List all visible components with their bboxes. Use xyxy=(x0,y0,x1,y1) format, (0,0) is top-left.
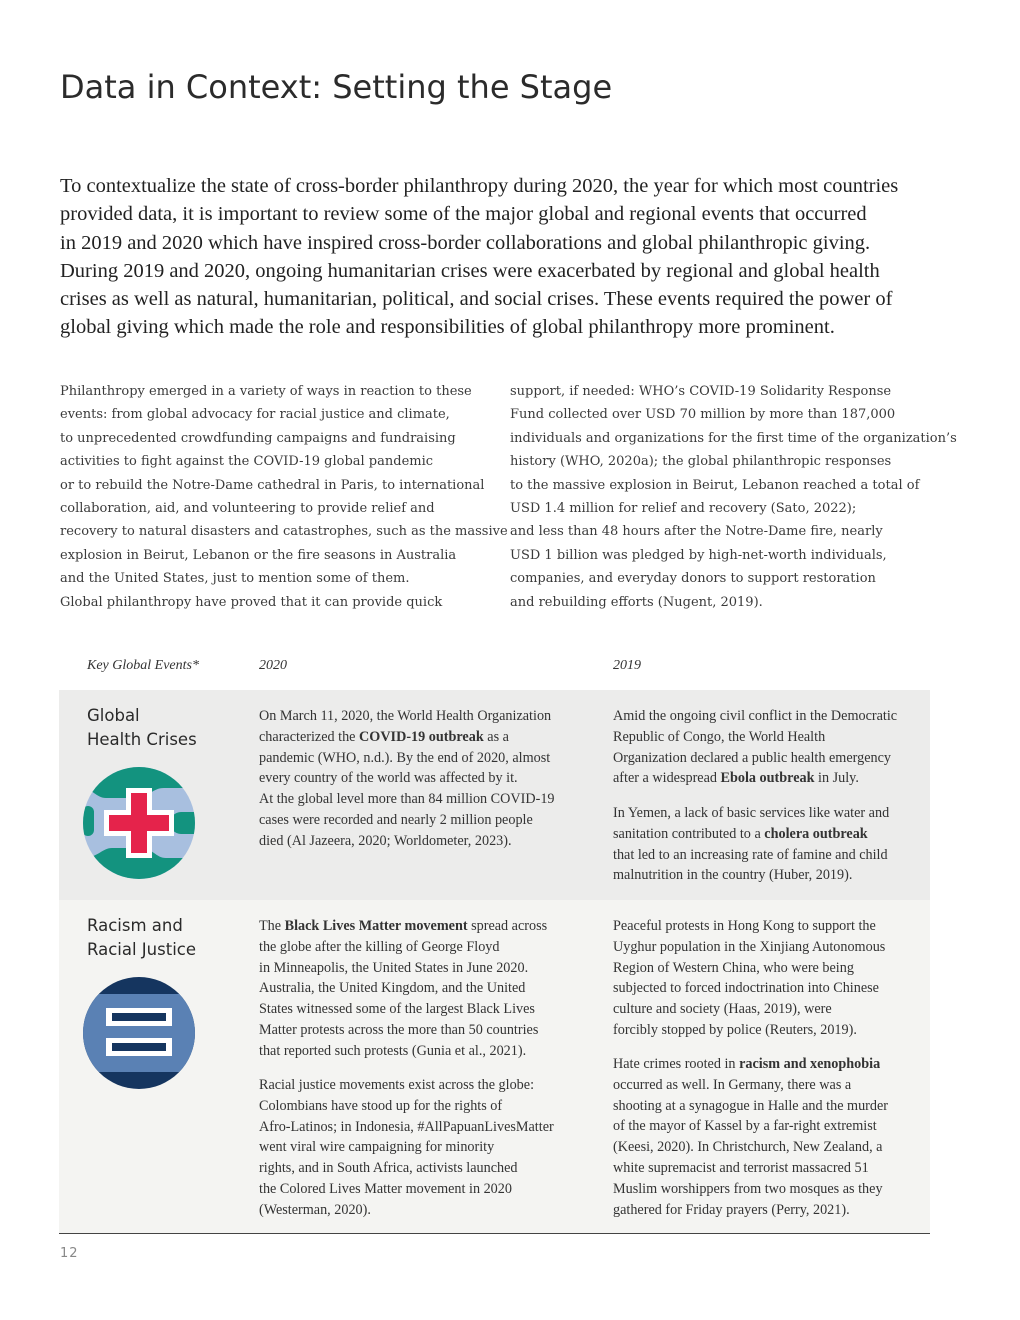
category-line: Racial Justice xyxy=(87,940,197,959)
text-run: characterized the xyxy=(259,728,360,745)
cell-line: Peaceful protests in Hong Kong to support the xyxy=(613,918,876,934)
cell-line xyxy=(613,824,889,845)
body-column-left xyxy=(60,380,508,614)
cell-racism-2020-p1 xyxy=(259,916,547,1062)
text-run: as a xyxy=(483,728,509,745)
cell-line: gathered for Friday prayers (Perry, 2021). xyxy=(613,1201,850,1218)
body-line: Global philanthropy have proved that it can provide quick xyxy=(60,594,443,610)
page-title: Data in Context: Setting the Stage xyxy=(60,68,613,106)
body-line: to unprecedented crowdfunding campaigns and fundraising xyxy=(60,430,456,446)
body-line: and rebuilding efforts (Nugent, 2019). xyxy=(510,594,763,610)
body-line: and less than 48 hours after the Notre-Dame fire, nearly xyxy=(510,524,883,540)
cell-line: Afro-Latinos; in Indonesia, #AllPapuanLivesMatter xyxy=(259,1118,554,1135)
cell-line: in Minneapolis, the United States in June 2020. xyxy=(259,959,529,976)
cell-line: (Keesi, 2020). In Christchurch, New Zealand, a xyxy=(613,1139,883,1156)
cell-line: Amid the ongoing civil conflict in the Democratic xyxy=(613,708,898,724)
cell-line: that reported such protests (Gunia et al., 2021). xyxy=(259,1042,527,1059)
table-row-health xyxy=(59,690,930,900)
category-line: Global xyxy=(87,706,140,725)
lead-line: During 2019 and 2020, ongoing humanitarian crises were exacerbated by regional and global health xyxy=(60,259,880,282)
cell-line: went viral wire campaigning for minority xyxy=(259,1139,495,1156)
cell-line: Republic of Congo, the World Health xyxy=(613,728,826,745)
cell-line: culture and society (Haas, 2019), were xyxy=(613,1001,832,1018)
body-line: and the United States, just to mention some of them. xyxy=(60,571,410,587)
body-line: activities to fight against the COVID-19 global pandemic xyxy=(60,454,434,470)
highlight-black-lives-matter: Black Lives Matter movement xyxy=(284,918,468,934)
body-column-right xyxy=(510,380,957,614)
body-line: USD 1.4 million for relief and recovery (Sato, 2022); xyxy=(510,501,857,517)
cell-health-2019-p1 xyxy=(613,706,897,789)
text-run: Hate crimes rooted in xyxy=(613,1056,740,1072)
cell-racism-2019-p2 xyxy=(613,1054,888,1220)
cell-racism-2019-p1 xyxy=(613,916,885,1041)
cell-health-2020 xyxy=(259,706,555,852)
cell-line xyxy=(613,1054,888,1075)
body-line: to the massive explosion in Beirut, Lebanon reached a total of xyxy=(510,477,920,493)
lead-line: global giving which made the role and responsibilities of global philanthropy more prominent. xyxy=(60,316,835,339)
category-health xyxy=(87,704,197,752)
table-header xyxy=(59,652,930,690)
cell-health-2019-p2 xyxy=(613,803,889,886)
cell-line: Racial justice movements exist across the globe: xyxy=(259,1077,535,1093)
body-line: recovery to natural disasters and catastrophes, such as the massive xyxy=(60,524,508,540)
cell-line: the globe after the killing of George Floyd xyxy=(259,938,500,955)
header-2019: 2019 xyxy=(613,658,641,673)
lead-line: To contextualize the state of cross-border philanthropy during 2020, the year for which most countries xyxy=(60,175,899,197)
category-racism xyxy=(87,914,196,962)
lead-paragraph xyxy=(60,172,940,342)
cell-line: of the mayor of Kassel by a far-right extremist xyxy=(613,1118,877,1135)
medical-cross-icon xyxy=(82,766,196,880)
body-line: history (WHO, 2020a); the global philanthropic responses xyxy=(510,454,892,470)
key-events-table xyxy=(59,652,930,1234)
text-run: spread across xyxy=(467,918,548,934)
lead-line: crises as well as natural, humanitarian, political, and social crises. These events required the power of xyxy=(60,288,893,311)
cell-line: occurred as well. In Germany, there was a xyxy=(613,1076,852,1093)
cell-line: On March 11, 2020, the World Health Organization xyxy=(259,708,552,724)
cell-line: subjected to forced indoctrination into Chinese xyxy=(613,980,879,997)
body-line: individuals and organizations for the first time of the organization’s xyxy=(510,430,957,446)
lead-line: in 2019 and 2020 which have inspired cross-border collaborations and global philanthropic giving. xyxy=(60,231,871,254)
cell-line: rights, and in South Africa, activists launched xyxy=(259,1160,518,1177)
cell-line: died (Al Jazeera, 2020; Worldometer, 2023). xyxy=(259,832,512,849)
highlight-ebola-outbreak: Ebola outbreak xyxy=(720,770,815,787)
text-run: in July. xyxy=(814,770,859,787)
body-line: or to rebuild the Notre-Dame cathedral in Paris, to international xyxy=(60,477,485,493)
cell-line: Region of Western China, who were being xyxy=(613,959,854,976)
cell-line xyxy=(259,916,547,937)
cell-line: Matter protests across the more than 50 countries xyxy=(259,1021,539,1038)
cell-line: every country of the world was affected by it. xyxy=(259,770,518,787)
cell-line: Muslim worshippers from two mosques as they xyxy=(613,1180,883,1197)
category-line: Racism and xyxy=(87,916,183,935)
body-line: Fund collected over USD 70 million by more than 187,000 xyxy=(510,407,896,423)
cell-line: Uyghur population in the Xinjiang Autonomous xyxy=(613,938,886,955)
highlight-cholera-outbreak: cholera outbreak xyxy=(764,825,868,842)
cell-line: pandemic (WHO, n.d.). By the end of 2020, almost xyxy=(259,749,551,766)
cell-racism-2020-p2 xyxy=(259,1075,554,1221)
lead-line: provided data, it is important to review some of the major global and regional events that occurred xyxy=(60,203,867,226)
table-row-racism xyxy=(59,900,930,1234)
text-run: The xyxy=(259,918,285,934)
highlight-covid-outbreak: COVID-19 outbreak xyxy=(359,728,484,745)
cell-line: malnutrition in the country (Huber, 2019). xyxy=(613,867,853,884)
body-line: events: from global advocacy for racial justice and climate, xyxy=(60,407,450,423)
body-line: explosion in Beirut, Lebanon or the fire seasons in Australia xyxy=(60,547,457,563)
cell-line: States witnessed some of the largest Black Lives xyxy=(259,1001,535,1018)
cell-line: that led to an increasing rate of famine and child xyxy=(613,846,888,863)
cell-line: the Colored Lives Matter movement in 2020 xyxy=(259,1180,512,1197)
body-line: support, if needed: WHO’s COVID-19 Solidarity Response xyxy=(510,384,892,399)
body-line: Philanthropy emerged in a variety of ways in reaction to these xyxy=(60,384,472,399)
cell-line: shooting at a synagogue in Halle and the murder xyxy=(613,1097,889,1114)
equality-icon xyxy=(82,976,196,1090)
header-key-events: Key Global Events* xyxy=(87,658,199,673)
cell-line: white supremacist and terrorist massacred 51 xyxy=(613,1159,869,1176)
body-line: companies, and everyday donors to support restoration xyxy=(510,571,876,587)
highlight-racism-xenophobia: racism and xenophobia xyxy=(739,1056,881,1072)
cell-line: (Westerman, 2020). xyxy=(259,1201,371,1218)
cell-line xyxy=(613,768,897,789)
page-number: 12 xyxy=(60,1246,79,1261)
body-line: collaboration, aid, and volunteering to provide relief and xyxy=(60,501,435,517)
cell-line: Organization declared a public health emergency xyxy=(613,749,891,766)
body-line: USD 1 billion was pledged by high-net-worth individuals, xyxy=(510,547,887,563)
text-run: after a widespread xyxy=(613,770,721,787)
cell-line: forcibly stopped by police (Reuters, 2019). xyxy=(613,1021,857,1038)
cell-line: Colombians have stood up for the rights of xyxy=(259,1097,503,1114)
category-line: Health Crises xyxy=(87,730,197,749)
cell-line: cases were recorded and nearly 2 million people xyxy=(259,811,533,828)
cell-line: Australia, the United Kingdom, and the United xyxy=(259,980,526,997)
cell-line xyxy=(259,727,555,748)
cell-line: At the global level more than 84 million COVID-19 xyxy=(259,791,555,808)
header-2020: 2020 xyxy=(259,658,287,673)
cell-line: In Yemen, a lack of basic services like water and xyxy=(613,805,890,821)
text-run: sanitation contributed to a xyxy=(613,825,765,842)
